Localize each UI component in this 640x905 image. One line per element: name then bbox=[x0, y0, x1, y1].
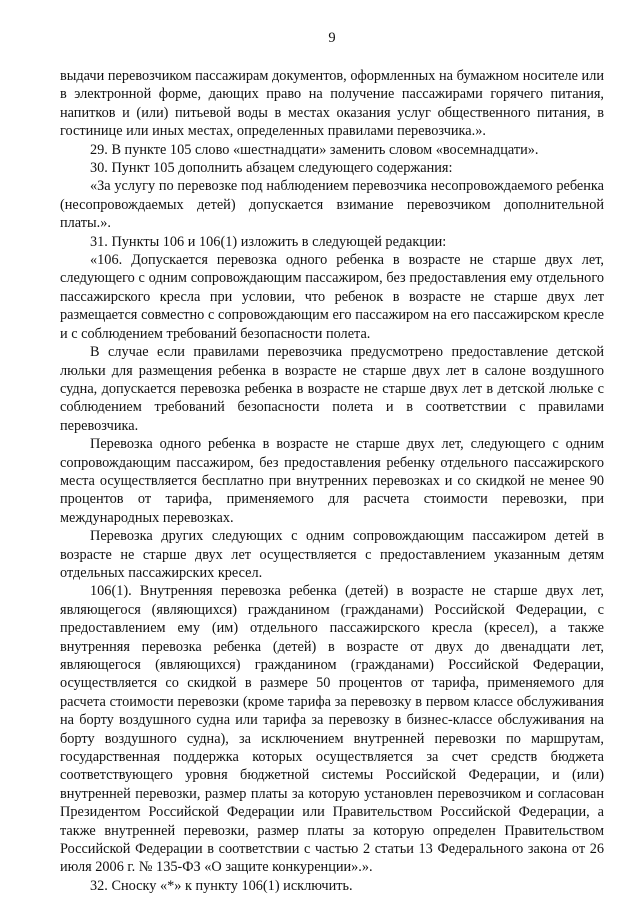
paragraph-item-32: 32. Сноску «*» к пункту 106(1) исключить. bbox=[90, 877, 353, 894]
paragraph-item-30: 30. Пункт 105 дополнить абзацем следующего содержания: bbox=[90, 160, 453, 177]
paragraph-continuation: выдачи перевозчиком пассажирам документов, оформленных на бумажном носителе или в электронной форме, дающих право на получение пассажирами горячего питания, напитков и (или) питьевой воды в местах оказания услуг общественного питания, в гостинице или иных местах, определенных правилами перевозчика.». bbox=[60, 68, 604, 140]
paragraph-quote-105: «За услугу по перевозке под наблюдением перевозчика несопровождаемого ребенка (несопровождаемых детей) допускается взимание перевозчиком дополнительной платы.». bbox=[60, 178, 604, 232]
paragraph-item-31: 31. Пункты 106 и 106(1) изложить в следующей редакции: bbox=[90, 233, 447, 250]
paragraph-106-discount: Перевозка одного ребенка в возрасте не старше двух лет, следующего с одним сопровождающим пассажиром, без предоставления ребенку отдельного пассажирского места осуществляется бесплатно при внутренних перевозках и со скидкой не менее 90 процентов от тарифа, применяемого для расчета стоимости перевозки, при международных перевозках. bbox=[60, 436, 604, 526]
paragraph-106-other-children: Перевозка других следующих с одним сопровождающим пассажиром детей в возрасте не старше двух лет осуществляется с предоставлением указанным детям отдельных пассажирских кресел. bbox=[60, 528, 604, 581]
paragraph-item-29: 29. В пункте 105 слово «шестнадцати» заменить словом «восемнадцати». bbox=[90, 141, 539, 158]
paragraph-106-1: 106(1). Внутренняя перевозка ребенка (детей) в возрасте не старше двух лет, являющегося (являющихся) гражданином (гражданами) Российской Федерации, с предоставлением ему (им) отдельного пассажирского кресла (кресел), а также внутренняя перевозка ребенка (детей) в возрасте от двух до двенадцати лет, являющегося (являющихся) гражданином (гражданами) Российской Федерации, осуществляется со скидкой в размере 50 процентов от тарифа, применяемого для расчета стоимости перевозки (кроме тарифа за перевозку в первом классе обслуживания на борту воздушного судна или тарифа за перевозку в бизнес-классе обслуживания на борту воздушного судна), за исключением внутренней перевозки по маршрутам, государственная поддержка которых осуществляется за счет средств бюджета соответствующего уровня бюджетной системы Российской Федерации, и (или) внутренней перевозки, размер платы за которую установлен перевозчиком и согласован Президентом Российской Федерации или Правительством Российской Федерации, а также внутренней перевозки, размер платы за которую определен Правительством Российской Федерации в соответствии с частью 2 статьи 13 Федерального закона от 26 июля 2006 г. № 135-ФЗ «О защите конкуренции».». bbox=[60, 583, 604, 876]
paragraph-106-cradle: В случае если правилами перевозчика предусмотрено предоставление детской люльки для размещения ребенка в возрасте не старше двух лет в салоне воздушного судна, допускается перевозка ребенка в возрасте не старше двух лет в детской люльке с соблюдением требований безопасности полета и в соответствии с правилами перевозчика. bbox=[60, 344, 604, 434]
page-number: 9 bbox=[328, 30, 336, 46]
paragraph-106: «106. Допускается перевозка одного ребенка в возрасте не старше двух лет, следующего с одним сопровождающим пассажиром, без предоставления ему отдельного пассажирского кресла при условии, что ребенок в возрасте не старше двух лет размещается совместно с сопровождающим его пассажиром на его пассажирском кресле и с соблюдением требований безопасности полета. bbox=[60, 252, 604, 342]
